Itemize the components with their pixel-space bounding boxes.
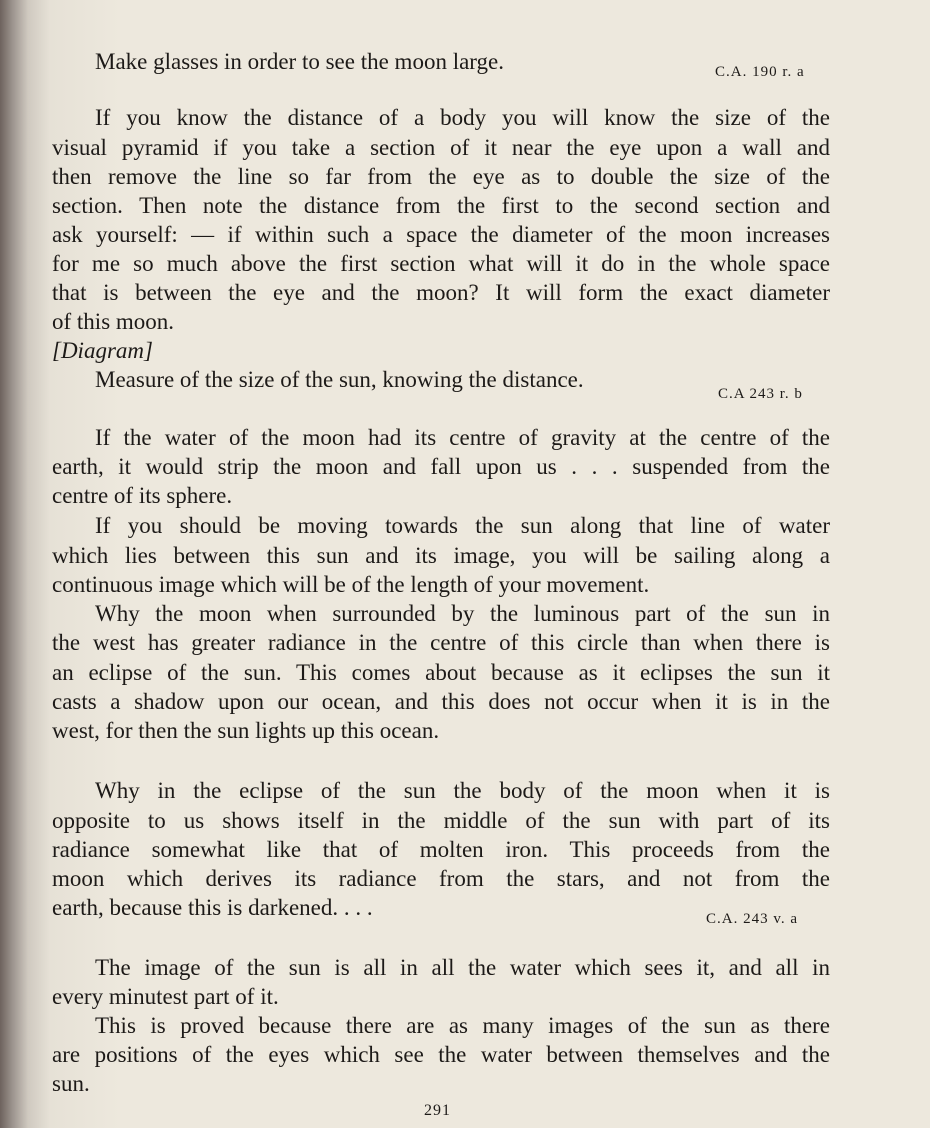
text-line: If the water of the moon had its centre of gravity at the centre of the bbox=[95, 425, 830, 450]
text-line: earth, it would strip the moon and fall upon us . . . suspended from the bbox=[52, 454, 830, 479]
text-line: Make glasses in order to see the moon large. bbox=[95, 49, 504, 74]
text-line: The image of the sun is all in all the water which sees it, and all in bbox=[95, 955, 830, 980]
text-line: If you should be moving towards the sun along that line of water bbox=[95, 513, 830, 538]
text-line: continuous image which will be of the length of your movement. bbox=[52, 572, 650, 597]
reference-citation: C.A 243 r. b bbox=[718, 386, 803, 402]
reference-citation: C.A. 243 v. a bbox=[706, 911, 799, 927]
text-line: If you know the distance of a body you will know the size of the bbox=[95, 105, 830, 130]
text-line: This is proved because there are as many images of the sun as there bbox=[95, 1013, 830, 1038]
text-line: every minutest part of it. bbox=[52, 984, 279, 1009]
reference-citation: C.A. 190 r. a bbox=[715, 64, 805, 80]
text-line: ask yourself: — if within such a space the diameter of the moon increases bbox=[52, 222, 830, 247]
text-line: earth, because this is darkened. . . . bbox=[52, 895, 373, 920]
text-line: that is between the eye and the moon? It will form the exact diameter bbox=[52, 280, 830, 305]
text-line: west, for then the sun lights up this ocean. bbox=[52, 718, 440, 743]
text-line: centre of its sphere. bbox=[52, 483, 233, 508]
text-line: casts a shadow upon our ocean, and this does not occur when it is in the bbox=[52, 689, 830, 714]
text-line: Why in the eclipse of the sun the body of the moon when it is bbox=[95, 778, 830, 803]
text-line: Why the moon when surrounded by the luminous part of the sun in bbox=[95, 601, 830, 626]
text-line: Measure of the size of the sun, knowing the distance. bbox=[95, 367, 584, 392]
text-line: are positions of the eyes which see the water between themselves and the bbox=[52, 1042, 830, 1067]
text-line: section. Then note the distance from the first to the second section and bbox=[52, 193, 830, 218]
text-line: an eclipse of the sun. This comes about because as it eclipses the sun it bbox=[52, 660, 830, 685]
text-line: opposite to us shows itself in the middle of the sun with part of its bbox=[52, 808, 830, 833]
text-line: of this moon. bbox=[52, 309, 175, 334]
text-line: for me so much above the first section what will it do in the whole space bbox=[52, 251, 830, 276]
text-line: which lies between this sun and its image, you will be sailing along a bbox=[52, 543, 830, 568]
text-line: the west has greater radiance in the centre of this circle than when there is bbox=[52, 630, 830, 655]
text-line: then remove the line so far from the eye as to double the size of the bbox=[52, 164, 830, 189]
text-line: moon which derives its radiance from the stars, and not from the bbox=[52, 866, 830, 891]
text-line: radiance somewhat like that of molten iron. This proceeds from the bbox=[52, 837, 830, 862]
page-number: 291 bbox=[424, 1102, 451, 1119]
diagram-placeholder: [Diagram] bbox=[52, 338, 153, 363]
text-line: sun. bbox=[52, 1071, 90, 1096]
text-line: visual pyramid if you take a section of it near the eye upon a wall and bbox=[52, 135, 830, 160]
